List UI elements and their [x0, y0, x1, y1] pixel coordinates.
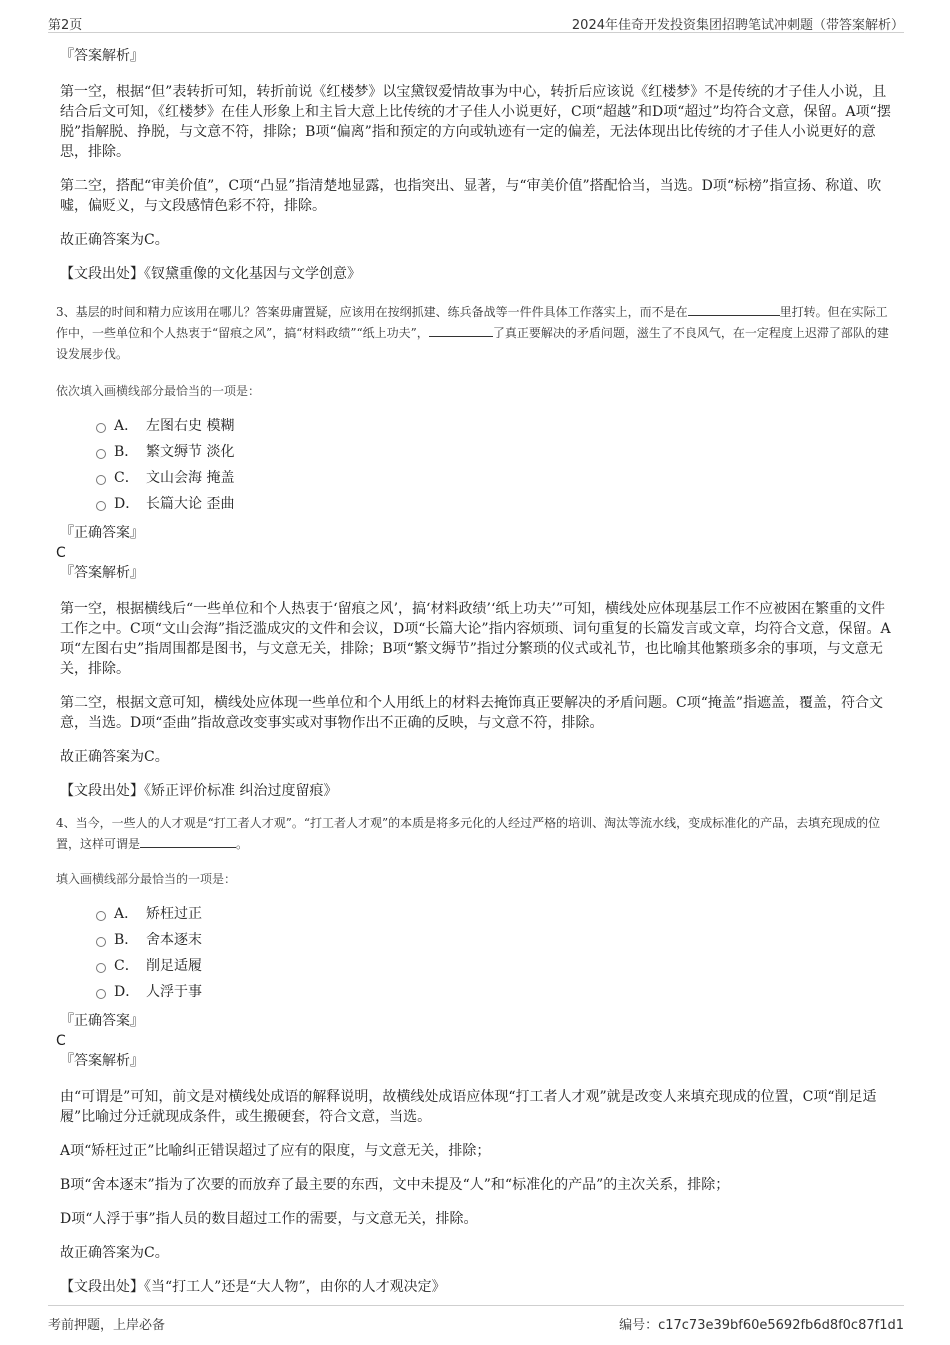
q4-answer [56, 1011, 896, 1296]
source-citation: 【文段出处】《矫正评价标准 纠治过度留痕》 [60, 783, 338, 799]
options-list [56, 413, 896, 517]
analysis-label: 『答案解析』 [60, 565, 144, 581]
analysis-label: 『答案解析』 [60, 1053, 144, 1069]
question-stem [56, 813, 896, 855]
conclusion: 故正确答案为C。 [60, 232, 169, 248]
question-instruction: 填入画横线部分最恰当的一项是： [56, 872, 237, 886]
correct-answer: C [56, 545, 66, 561]
option-a[interactable] [56, 901, 896, 927]
q3-answer [56, 523, 896, 801]
stem-text: 4、当今，一些人的人才观是“打工者人才观”。“打工者人才观”的本质是将多元化的人经过严格的培训、淘汰等流水线，变成标准化的产品，去填充现成的位置，这样可谓是 [56, 816, 881, 851]
radio-icon[interactable] [96, 475, 106, 485]
stem-text: 。 [236, 837, 249, 851]
radio-icon[interactable] [96, 937, 106, 947]
radio-icon[interactable] [96, 989, 106, 999]
option-letter: D． [114, 496, 140, 512]
radio-icon[interactable] [96, 449, 106, 459]
option-letter: B． [114, 932, 139, 948]
option-letter: B． [114, 444, 139, 460]
page-header [48, 8, 904, 33]
question-stem [56, 302, 896, 365]
analysis-paragraph: 第一空，根据横线后“一些单位和个人热衷于‘留痕之风’，搞‘材料政绩’‘纸上功夫’”可知，横线处应体现基层工作不应被困在繁重的文件工作之中。C项“文山会海”指泛滥成灾的文件和会议，D项“长篇大论”指内容烦琐、词句重复的长篇发言或文章，均符合文意，保留。A项“左图右史”指周围都是图书，与文意无关，排除；B项“繁文缛节”指过分繁琐的仪式或礼节，也比喻其他繁琐多余的事项，与文意无关，排除。 [60, 601, 891, 677]
option-text: 矫枉过正 [146, 906, 202, 922]
option-text: 舍本逐末 [146, 932, 202, 948]
conclusion: 故正确答案为C。 [60, 1245, 169, 1261]
option-text: 人浮于事 [146, 984, 202, 1000]
analysis-paragraph: 由“可谓是”可知，前文是对横线处成语的解释说明，故横线处成语应体现“打工者人才观”就是改变人来填充现成的位置，C项“削足适履”比喻过分迁就现成条件，或生搬硬套，符合文意，当选。 [60, 1089, 877, 1125]
source-citation: 【文段出处】《钗黛重像的文化基因与文学创意》 [60, 266, 361, 282]
analysis-paragraph: A项“矫枉过正”比喻纠正错误超过了应有的限度，与文意无关，排除； [60, 1143, 491, 1159]
options-list [56, 901, 896, 1005]
stem-text: 里打转。但在实际工作中，一些单位和个人热衷于“留痕之风”，搞“材料政绩”“纸上功夫”， [56, 305, 888, 340]
analysis-paragraph: 第二空，搭配“审美价值”，C项“凸显”指清楚地显露，也指突出、显著，与“审美价值”搭配恰当，当选。D项“标榜”指宣扬、称道、吹嘘，偏贬义，与文段感情色彩不符，排除。 [60, 178, 882, 214]
analysis-paragraph: D项“人浮于事”指人员的数目超过工作的需要，与文意无关，排除。 [60, 1211, 478, 1227]
correct-answer: C [56, 1033, 66, 1049]
correct-answer-label: 『正确答案』 [60, 1013, 144, 1029]
option-b[interactable] [56, 439, 896, 465]
option-text: 文山会海 掩盖 [146, 470, 235, 486]
option-letter: C． [114, 470, 139, 486]
source-citation: 【文段出处】《当“打工人”还是“大人物”，由你的人才观决定》 [60, 1279, 446, 1295]
stem-text: 了真正要解决的矛盾问题，滋生了不良风气，在一定程度上迟滞了部队的建设发展步伐。 [56, 326, 889, 361]
answer-blank [429, 323, 493, 337]
answer-blank [688, 302, 780, 316]
stem-text: 3、基层的时间和精力应该用在哪儿？答案毋庸置疑，应该用在按纲抓建、练兵备战等一件件具体工作落实上，而不是在 [56, 305, 688, 319]
analysis-label: 『答案解析』 [60, 48, 144, 64]
option-letter: A． [114, 906, 139, 922]
option-d[interactable] [56, 979, 896, 1005]
conclusion: 故正确答案为C。 [60, 749, 169, 765]
option-a[interactable] [56, 413, 896, 439]
option-letter: D． [114, 984, 140, 1000]
option-d[interactable] [56, 491, 896, 517]
question-instruction: 依次填入画横线部分最恰当的一项是： [56, 384, 261, 398]
option-letter: C． [114, 958, 139, 974]
page-footer [48, 1305, 904, 1336]
analysis-paragraph: B项“舍本逐末”指为了次要的而放弃了最主要的东西，文中未提及“人”和“标准化的产品”的主次关系，排除； [60, 1177, 730, 1193]
question-4 [56, 813, 896, 1296]
option-text: 长篇大论 歪曲 [146, 496, 235, 512]
analysis-paragraph: 第一空，根据“但”表转折可知，转折前说《红楼梦》以宝黛钗爱情故事为中心，转折后应该说《红楼梦》不是传统的才子佳人小说，且结合后文可知，《红楼梦》在佳人形象上和主旨大意上比传统的才子佳人小说更好，C项“超越”和D项“超过”均符合文意，保留。A项“摆脱”指解脱、挣脱，与文意不符，排除；B项“偏离”指和预定的方向或轨迹有一定的偏差，无法体现出比传统的才子佳人小说更好的意思，排除。 [60, 84, 891, 160]
option-letter: A． [114, 418, 139, 434]
radio-icon[interactable] [96, 911, 106, 921]
option-text: 繁文缛节 淡化 [146, 444, 235, 460]
document-id: 编号：c17c73e39bf60e5692fb6d8f0c87f1d1 [619, 1318, 904, 1333]
radio-icon[interactable] [96, 501, 106, 511]
q2-analysis [56, 46, 896, 284]
radio-icon[interactable] [96, 423, 106, 433]
radio-icon[interactable] [96, 963, 106, 973]
option-text: 削足适履 [146, 958, 202, 974]
page-number: 第2页 [48, 18, 83, 33]
correct-answer-label: 『正确答案』 [60, 525, 144, 541]
option-c[interactable] [56, 465, 896, 491]
document-body [56, 46, 896, 1296]
option-c[interactable] [56, 953, 896, 979]
option-b[interactable] [56, 927, 896, 953]
document-title: 2024年佳奇开发投资集团招聘笔试冲刺题（带答案解析） [571, 18, 904, 33]
question-3 [56, 302, 896, 801]
analysis-paragraph: 第二空，根据文意可知，横线处应体现一些单位和个人用纸上的材料去掩饰真正要解决的矛盾问题。C项“掩盖”指遮盖，覆盖，符合文意，当选。D项“歪曲”指故意改变事实或对事物作出不正确的反映，与文意不符，排除。 [60, 695, 884, 731]
answer-blank [140, 834, 236, 848]
footer-slogan: 考前押题，上岸必备 [48, 1318, 166, 1333]
option-text: 左图右史 模糊 [146, 418, 235, 434]
